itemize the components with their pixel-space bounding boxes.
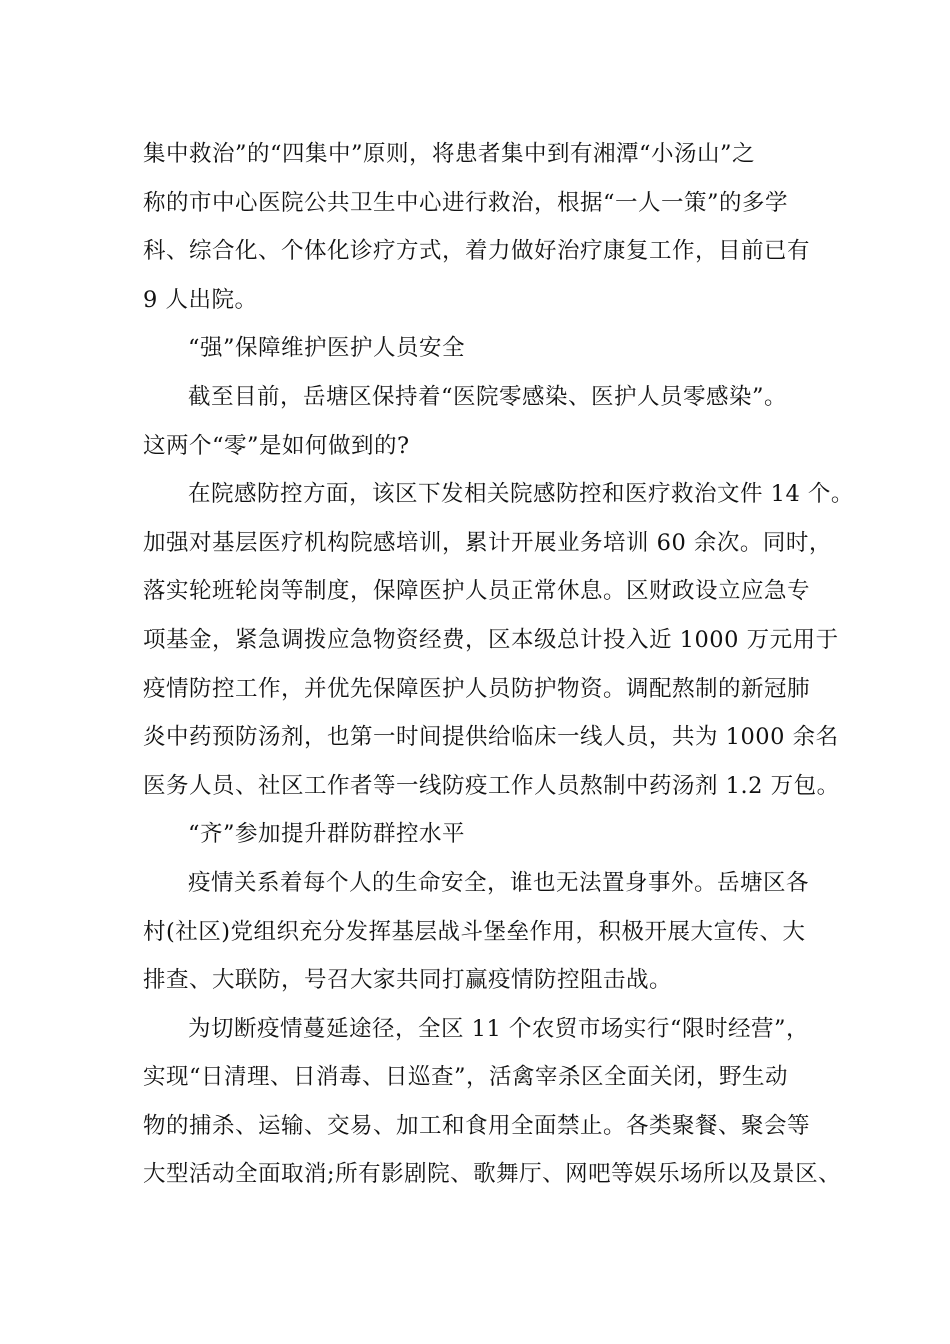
text-line: 在院感防控方面，该区下发相关院感防控和医疗救治文件 14 个。: [188, 481, 854, 508]
text-line: 这两个“零”是如何做到的?: [143, 432, 410, 459]
text-line: 截至目前，岳塘区保持着“医院零感染、医护人员零感染”。: [188, 383, 788, 410]
text-line: 9 人出院。: [143, 286, 258, 313]
text-line: 炎中药预防汤剂，也第一时间提供给临床一线人员，共为 1000 余名: [143, 724, 839, 751]
text-line: 疫情防控工作，并优先保障医护人员防护物资。调配熬制的新冠肺: [143, 675, 811, 702]
text-line: 大型活动全面取消;所有影剧院、歌舞厅、网吧等娱乐场所以及景区、: [143, 1161, 842, 1188]
text-line: 项基金，紧急调拨应急物资经费，区本级总计投入近 1000 万元用于: [143, 626, 839, 653]
text-line: 疫情关系着每个人的生命安全，谁也无法置身事外。岳塘区各: [188, 869, 810, 896]
section-heading: “齐”参加提升群防群控水平: [188, 821, 466, 848]
text-line: 落实轮班轮岗等制度，保障医护人员正常休息。区财政设立应急专: [143, 578, 811, 605]
text-line: 实现“日清理、日消毒、日巡查”，活禽宰杀区全面关闭，野生动: [143, 1064, 789, 1091]
section-heading: “强”保障维护医护人员安全: [188, 335, 466, 362]
text-line: 排查、大联防，号召大家共同打赢疫情防控阻击战。: [143, 967, 673, 994]
document-body: [143, 130, 854, 1199]
text-line: 加强对基层医疗机构院感培训，累计开展业务培训 60 余次。同时，: [143, 529, 832, 556]
text-line: 物的捕杀、运输、交易、加工和食用全面禁止。各类聚餐、聚会等: [143, 1112, 811, 1139]
text-line: 科、综合化、个体化诊疗方式，着力做好治疗康复工作，目前已有: [143, 238, 811, 265]
text-line: 称的市中心医院公共卫生中心进行救治，根据“一人一策”的多学: [143, 189, 789, 216]
text-line: 医务人员、社区工作者等一线防疫工作人员熬制中药汤剂 1.2 万包。: [143, 772, 840, 799]
text-line: 村(社区)党组织充分发挥基层战斗堡垒作用，积极开展大宣传、大: [143, 918, 806, 945]
text-line: 集中救治”的“四集中”原则，将患者集中到有湘潭“小汤山”之: [143, 141, 756, 167]
text-line: 为切断疫情蔓延途径，全区 11 个农贸市场实行“限时经营”，: [188, 1015, 809, 1042]
